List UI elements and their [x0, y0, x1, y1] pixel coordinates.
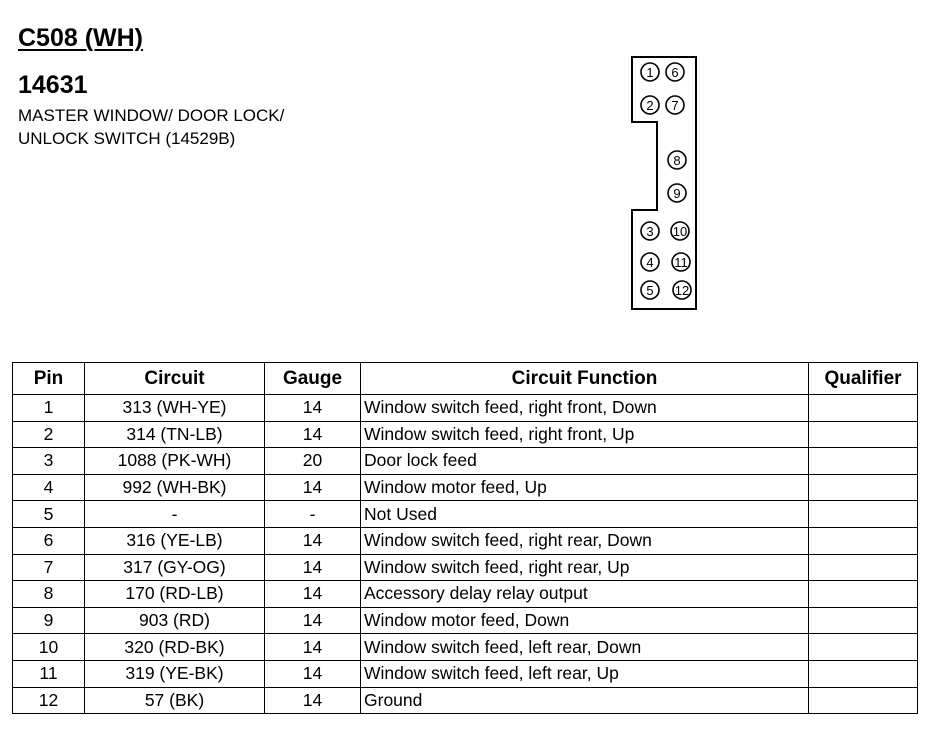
cell-pin: 3 — [13, 448, 85, 475]
cell-gauge: 20 — [265, 448, 361, 475]
cell-circuit-function: Accessory delay relay output — [361, 581, 809, 608]
header-pin: Pin — [13, 363, 85, 395]
table-row — [13, 474, 918, 501]
table-row — [13, 660, 918, 687]
cell-pin: 11 — [13, 660, 85, 687]
cell-circuit-function: Window switch feed, left rear, Up — [361, 660, 809, 687]
connector-pin-8 — [668, 151, 686, 169]
cell-qualifier — [809, 581, 918, 608]
connector-outline — [632, 57, 696, 309]
table-row — [13, 448, 918, 475]
pin-number-label: 9 — [673, 186, 681, 201]
part-number: 14631 — [18, 71, 88, 99]
pin-number-label: 10 — [672, 224, 688, 239]
pin-number-label: 12 — [674, 283, 690, 298]
connector-face-diagram — [0, 0, 926, 340]
cell-qualifier — [809, 607, 918, 634]
cell-circuit-function: Window switch feed, right rear, Down — [361, 527, 809, 554]
cell-circuit: 903 (RD) — [85, 607, 265, 634]
cell-circuit-function: Door lock feed — [361, 448, 809, 475]
connector-pin-7 — [666, 96, 684, 114]
description-line-1: MASTER WINDOW/ DOOR LOCK/ — [18, 106, 285, 125]
cell-qualifier — [809, 687, 918, 714]
cell-pin: 4 — [13, 474, 85, 501]
cell-qualifier — [809, 448, 918, 475]
cell-circuit-function: Not Used — [361, 501, 809, 528]
cell-circuit: 1088 (PK-WH) — [85, 448, 265, 475]
header-qualifier: Qualifier — [809, 363, 918, 395]
cell-gauge: 14 — [265, 474, 361, 501]
connector-pin-11 — [672, 253, 690, 271]
cell-qualifier — [809, 501, 918, 528]
cell-pin: 2 — [13, 421, 85, 448]
cell-qualifier — [809, 660, 918, 687]
cell-pin: 12 — [13, 687, 85, 714]
cell-qualifier — [809, 634, 918, 661]
table-row — [13, 395, 918, 422]
cell-pin: 1 — [13, 395, 85, 422]
connector-id-title: C508 (WH) — [18, 24, 144, 52]
header-circuit-function: Circuit Function — [361, 363, 809, 395]
cell-circuit-function: Window motor feed, Up — [361, 474, 809, 501]
table-row — [13, 421, 918, 448]
table-header-row — [13, 363, 918, 395]
connector-pin-1 — [641, 63, 659, 81]
pin-number-label: 7 — [671, 98, 679, 113]
table-row — [13, 554, 918, 581]
cell-circuit-function: Window switch feed, left rear, Down — [361, 634, 809, 661]
cell-gauge: 14 — [265, 634, 361, 661]
header-gauge: Gauge — [265, 363, 361, 395]
table-row — [13, 607, 918, 634]
cell-circuit: 992 (WH-BK) — [85, 474, 265, 501]
pin-number-label: 2 — [646, 98, 654, 113]
connector-pin-5 — [641, 281, 659, 299]
cell-circuit: 314 (TN-LB) — [85, 421, 265, 448]
cell-circuit: 320 (RD-BK) — [85, 634, 265, 661]
table-row — [13, 634, 918, 661]
cell-circuit: 170 (RD-LB) — [85, 581, 265, 608]
connector-pin-12 — [673, 281, 691, 299]
cell-circuit-function: Window switch feed, right front, Up — [361, 421, 809, 448]
cell-circuit: 317 (GY-OG) — [85, 554, 265, 581]
cell-qualifier — [809, 474, 918, 501]
cell-gauge: 14 — [265, 581, 361, 608]
connector-pin-3 — [641, 222, 659, 240]
cell-gauge: 14 — [265, 395, 361, 422]
cell-gauge: 14 — [265, 421, 361, 448]
pin-number-label: 11 — [674, 255, 688, 270]
connector-pin-2 — [641, 96, 659, 114]
table-row — [13, 501, 918, 528]
cell-qualifier — [809, 421, 918, 448]
cell-qualifier — [809, 395, 918, 422]
cell-circuit: 316 (YE-LB) — [85, 527, 265, 554]
pin-number-label: 3 — [646, 224, 654, 239]
cell-pin: 10 — [13, 634, 85, 661]
cell-circuit: - — [85, 501, 265, 528]
cell-circuit-function: Window switch feed, right front, Down — [361, 395, 809, 422]
cell-pin: 7 — [13, 554, 85, 581]
pinout-table — [12, 362, 918, 714]
table-row — [13, 581, 918, 608]
cell-gauge: 14 — [265, 687, 361, 714]
cell-qualifier — [809, 554, 918, 581]
cell-gauge: 14 — [265, 554, 361, 581]
connector-pin-6 — [666, 63, 684, 81]
connector-pin-4 — [641, 253, 659, 271]
cell-gauge: 14 — [265, 527, 361, 554]
cell-circuit: 57 (BK) — [85, 687, 265, 714]
cell-gauge: 14 — [265, 660, 361, 687]
table-row — [13, 527, 918, 554]
description-line-2: UNLOCK SWITCH (14529B) — [18, 129, 236, 148]
cell-circuit: 319 (YE-BK) — [85, 660, 265, 687]
cell-circuit: 313 (WH-YE) — [85, 395, 265, 422]
cell-pin: 6 — [13, 527, 85, 554]
cell-circuit-function: Window switch feed, right rear, Up — [361, 554, 809, 581]
pin-number-label: 6 — [671, 65, 679, 80]
table-row — [13, 687, 918, 714]
connector-pin-9 — [668, 184, 686, 202]
pin-number-label: 1 — [646, 65, 654, 80]
cell-pin: 8 — [13, 581, 85, 608]
cell-circuit-function: Ground — [361, 687, 809, 714]
cell-pin: 9 — [13, 607, 85, 634]
cell-qualifier — [809, 527, 918, 554]
cell-gauge: - — [265, 501, 361, 528]
cell-circuit-function: Window motor feed, Down — [361, 607, 809, 634]
cell-gauge: 14 — [265, 607, 361, 634]
pin-number-label: 5 — [646, 283, 654, 298]
header-circuit: Circuit — [85, 363, 265, 395]
pin-number-label: 8 — [673, 153, 681, 168]
connector-pin-10 — [671, 222, 689, 240]
pin-number-label: 4 — [646, 255, 654, 270]
cell-pin: 5 — [13, 501, 85, 528]
